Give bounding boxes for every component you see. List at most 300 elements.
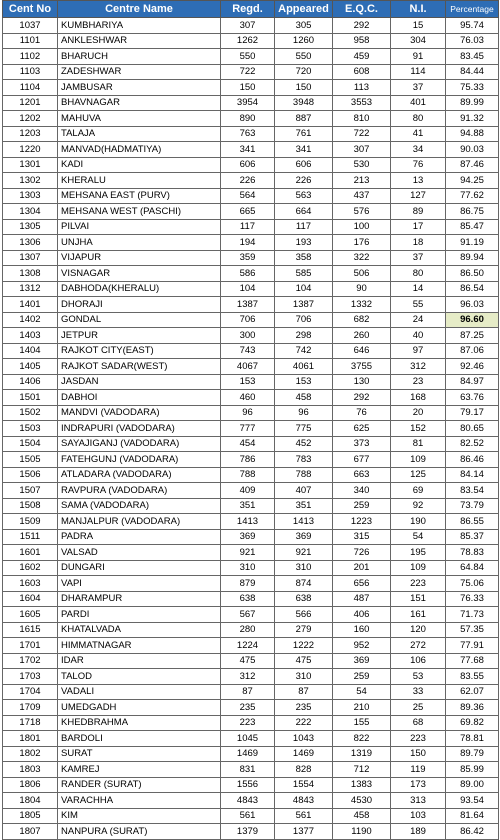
table-row <box>3 374 499 390</box>
cell-centre-name: ATLADARA (VADODARA) <box>58 467 221 483</box>
cell-regd: 4843 <box>221 793 275 809</box>
cell-percentage: 84.14 <box>446 467 499 483</box>
cell-centre-name: BHARUCH <box>58 49 221 65</box>
header-cent-no: Cent No <box>3 1 58 18</box>
cell-percentage: 89.00 <box>446 777 499 793</box>
cell-regd: 409 <box>221 483 275 499</box>
cell-percentage: 87.06 <box>446 343 499 359</box>
cell-percentage: 77.68 <box>446 653 499 669</box>
table-row <box>3 157 499 173</box>
cell-cent-no: 1718 <box>3 715 58 731</box>
cell-ni: 223 <box>391 576 446 592</box>
cell-centre-name: IDAR <box>58 653 221 669</box>
cell-percentage: 69.82 <box>446 715 499 731</box>
cell-appeared: 664 <box>275 204 333 220</box>
cell-centre-name: PARDI <box>58 607 221 623</box>
cell-cent-no: 1505 <box>3 452 58 468</box>
cell-appeared: 104 <box>275 281 333 297</box>
cell-ni: 37 <box>391 250 446 266</box>
cell-centre-name: MEHSANA WEST (PASCHI) <box>58 204 221 220</box>
cell-eqc: 1223 <box>333 514 391 530</box>
cell-regd: 1413 <box>221 514 275 530</box>
cell-eqc: 113 <box>333 80 391 96</box>
table-row <box>3 312 499 328</box>
cell-percentage: 85.37 <box>446 529 499 545</box>
cell-eqc: 646 <box>333 343 391 359</box>
cell-eqc: 315 <box>333 529 391 545</box>
cell-eqc: 54 <box>333 684 391 700</box>
cell-eqc: 576 <box>333 204 391 220</box>
cell-centre-name: TALAJA <box>58 126 221 142</box>
cell-percentage: 89.36 <box>446 700 499 716</box>
cell-regd: 223 <box>221 715 275 731</box>
cell-ni: 76 <box>391 157 446 173</box>
cell-percentage: 94.25 <box>446 173 499 189</box>
cell-cent-no: 1709 <box>3 700 58 716</box>
cell-ni: 25 <box>391 700 446 716</box>
cell-eqc: 210 <box>333 700 391 716</box>
cell-percentage: 86.42 <box>446 824 499 840</box>
table-row <box>3 49 499 65</box>
cell-percentage: 89.99 <box>446 95 499 111</box>
table-row <box>3 18 499 34</box>
cell-regd: 341 <box>221 142 275 158</box>
cell-ni: 401 <box>391 95 446 111</box>
cell-eqc: 130 <box>333 374 391 390</box>
cell-eqc: 369 <box>333 653 391 669</box>
cell-percentage: 89.94 <box>446 250 499 266</box>
cell-percentage: 90.03 <box>446 142 499 158</box>
table-row <box>3 250 499 266</box>
cell-appeared: 153 <box>275 374 333 390</box>
table-row <box>3 64 499 80</box>
cell-eqc: 487 <box>333 591 391 607</box>
cell-eqc: 459 <box>333 49 391 65</box>
cell-ni: 89 <box>391 204 446 220</box>
table-row <box>3 142 499 158</box>
cell-cent-no: 1503 <box>3 421 58 437</box>
cell-ni: 97 <box>391 343 446 359</box>
cell-appeared: 606 <box>275 157 333 173</box>
cell-regd: 788 <box>221 467 275 483</box>
cell-eqc: 160 <box>333 622 391 638</box>
table-row <box>3 95 499 111</box>
cell-centre-name: VADALI <box>58 684 221 700</box>
cell-appeared: 310 <box>275 560 333 576</box>
cell-eqc: 1383 <box>333 777 391 793</box>
table-row <box>3 219 499 235</box>
cell-ni: 127 <box>391 188 446 204</box>
cell-centre-name: ANKLESHWAR <box>58 33 221 49</box>
cell-regd: 359 <box>221 250 275 266</box>
cell-regd: 743 <box>221 343 275 359</box>
cell-eqc: 100 <box>333 219 391 235</box>
cell-percentage: 91.32 <box>446 111 499 127</box>
cell-appeared: 87 <box>275 684 333 700</box>
table-row <box>3 514 499 530</box>
cell-appeared: 96 <box>275 405 333 421</box>
cell-appeared: 305 <box>275 18 333 34</box>
cell-ni: 103 <box>391 808 446 824</box>
cell-cent-no: 1306 <box>3 235 58 251</box>
cell-cent-no: 1301 <box>3 157 58 173</box>
cell-regd: 1387 <box>221 297 275 313</box>
cell-ni: 80 <box>391 111 446 127</box>
cell-appeared: 921 <box>275 545 333 561</box>
cell-centre-name: JASDAN <box>58 374 221 390</box>
cell-regd: 879 <box>221 576 275 592</box>
cell-centre-name: SURAT <box>58 746 221 762</box>
table-row <box>3 762 499 778</box>
table-row <box>3 483 499 499</box>
cell-cent-no: 1302 <box>3 173 58 189</box>
cell-percentage: 77.91 <box>446 638 499 654</box>
cell-percentage: 86.55 <box>446 514 499 530</box>
cell-eqc: 458 <box>333 808 391 824</box>
cell-eqc: 1319 <box>333 746 391 762</box>
table-row <box>3 808 499 824</box>
cell-ni: 81 <box>391 436 446 452</box>
cell-ni: 195 <box>391 545 446 561</box>
cell-ni: 41 <box>391 126 446 142</box>
cell-appeared: 369 <box>275 529 333 545</box>
cell-ni: 18 <box>391 235 446 251</box>
cell-percentage: 75.33 <box>446 80 499 96</box>
cell-percentage: 80.65 <box>446 421 499 437</box>
table-row <box>3 343 499 359</box>
cell-eqc: 292 <box>333 18 391 34</box>
cell-centre-name: JETPUR <box>58 328 221 344</box>
table-header <box>3 1 499 18</box>
cell-appeared: 1387 <box>275 297 333 313</box>
cell-ni: 114 <box>391 64 446 80</box>
cell-centre-name: ZADESHWAR <box>58 64 221 80</box>
cell-cent-no: 1801 <box>3 731 58 747</box>
cell-cent-no: 1803 <box>3 762 58 778</box>
cell-regd: 921 <box>221 545 275 561</box>
table-row <box>3 297 499 313</box>
cell-eqc: 259 <box>333 669 391 685</box>
cell-cent-no: 1509 <box>3 514 58 530</box>
cell-regd: 235 <box>221 700 275 716</box>
cell-regd: 369 <box>221 529 275 545</box>
cell-percentage: 78.83 <box>446 545 499 561</box>
cell-percentage: 94.88 <box>446 126 499 142</box>
cell-eqc: 201 <box>333 560 391 576</box>
cell-eqc: 90 <box>333 281 391 297</box>
header-eqc: E.Q.C. <box>333 1 391 18</box>
cell-percentage: 63.76 <box>446 390 499 406</box>
cell-appeared: 775 <box>275 421 333 437</box>
cell-percentage: 77.62 <box>446 188 499 204</box>
cell-centre-name: PILVAI <box>58 219 221 235</box>
cell-regd: 300 <box>221 328 275 344</box>
cell-appeared: 783 <box>275 452 333 468</box>
cell-centre-name: MANDVI (VADODARA) <box>58 405 221 421</box>
cell-ni: 17 <box>391 219 446 235</box>
cell-regd: 831 <box>221 762 275 778</box>
cell-centre-name: KAMREJ <box>58 762 221 778</box>
cell-ni: 109 <box>391 452 446 468</box>
cell-regd: 153 <box>221 374 275 390</box>
cell-ni: 223 <box>391 731 446 747</box>
cell-regd: 87 <box>221 684 275 700</box>
cell-cent-no: 1701 <box>3 638 58 654</box>
table-row <box>3 173 499 189</box>
table-row <box>3 746 499 762</box>
cell-appeared: 1554 <box>275 777 333 793</box>
cell-regd: 561 <box>221 808 275 824</box>
table-body <box>3 18 499 840</box>
cell-percentage: 73.79 <box>446 498 499 514</box>
cell-appeared: 828 <box>275 762 333 778</box>
cell-centre-name: PADRA <box>58 529 221 545</box>
cell-ni: 106 <box>391 653 446 669</box>
cell-cent-no: 1604 <box>3 591 58 607</box>
cell-regd: 280 <box>221 622 275 638</box>
cell-appeared: 452 <box>275 436 333 452</box>
cell-ni: 92 <box>391 498 446 514</box>
cell-centre-name: KADI <box>58 157 221 173</box>
cell-appeared: 351 <box>275 498 333 514</box>
cell-cent-no: 1201 <box>3 95 58 111</box>
cell-regd: 1556 <box>221 777 275 793</box>
cell-ni: 40 <box>391 328 446 344</box>
cell-cent-no: 1601 <box>3 545 58 561</box>
cell-ni: 151 <box>391 591 446 607</box>
header-row <box>3 1 499 18</box>
cell-cent-no: 1502 <box>3 405 58 421</box>
cell-eqc: 656 <box>333 576 391 592</box>
cell-centre-name: UMEDGADH <box>58 700 221 716</box>
cell-eqc: 155 <box>333 715 391 731</box>
cell-ni: 14 <box>391 281 446 297</box>
table-row <box>3 204 499 220</box>
cell-cent-no: 1104 <box>3 80 58 96</box>
header-centre-name: Centre Name <box>58 1 221 18</box>
cell-percentage: 62.07 <box>446 684 499 700</box>
cell-cent-no: 1703 <box>3 669 58 685</box>
cell-eqc: 213 <box>333 173 391 189</box>
cell-cent-no: 1704 <box>3 684 58 700</box>
cell-ni: 304 <box>391 33 446 49</box>
table-row <box>3 576 499 592</box>
cell-percentage: 85.47 <box>446 219 499 235</box>
cell-cent-no: 1102 <box>3 49 58 65</box>
cell-regd: 150 <box>221 80 275 96</box>
cell-cent-no: 1303 <box>3 188 58 204</box>
cell-regd: 706 <box>221 312 275 328</box>
cell-cent-no: 1312 <box>3 281 58 297</box>
cell-ni: 313 <box>391 793 446 809</box>
cell-centre-name: VARACHHA <box>58 793 221 809</box>
cell-regd: 567 <box>221 607 275 623</box>
cell-cent-no: 1202 <box>3 111 58 127</box>
cell-eqc: 292 <box>333 390 391 406</box>
cell-regd: 226 <box>221 173 275 189</box>
cell-cent-no: 1511 <box>3 529 58 545</box>
cell-regd: 606 <box>221 157 275 173</box>
cell-regd: 1045 <box>221 731 275 747</box>
cell-eqc: 307 <box>333 142 391 158</box>
cell-regd: 1262 <box>221 33 275 49</box>
cell-centre-name: VIJAPUR <box>58 250 221 266</box>
cell-ni: 190 <box>391 514 446 530</box>
cell-cent-no: 1805 <box>3 808 58 824</box>
header-appeared: Appeared <box>275 1 333 18</box>
cell-appeared: 341 <box>275 142 333 158</box>
cell-appeared: 585 <box>275 266 333 282</box>
table-row <box>3 591 499 607</box>
table-row <box>3 235 499 251</box>
cell-percentage: 86.75 <box>446 204 499 220</box>
cell-eqc: 3755 <box>333 359 391 375</box>
cell-regd: 194 <box>221 235 275 251</box>
cell-percentage: 75.06 <box>446 576 499 592</box>
cell-percentage: 82.52 <box>446 436 499 452</box>
cell-percentage: 87.46 <box>446 157 499 173</box>
cell-ni: 13 <box>391 173 446 189</box>
cell-eqc: 952 <box>333 638 391 654</box>
cell-ni: 161 <box>391 607 446 623</box>
cell-regd: 454 <box>221 436 275 452</box>
header-ni: N.I. <box>391 1 446 18</box>
cell-appeared: 550 <box>275 49 333 65</box>
cell-eqc: 406 <box>333 607 391 623</box>
cell-centre-name: DABHODA(KHERALU) <box>58 281 221 297</box>
cell-regd: 638 <box>221 591 275 607</box>
cell-percentage: 87.25 <box>446 328 499 344</box>
header-regd: Regd. <box>221 1 275 18</box>
cell-cent-no: 1605 <box>3 607 58 623</box>
cell-regd: 4067 <box>221 359 275 375</box>
cell-appeared: 4843 <box>275 793 333 809</box>
table-row <box>3 653 499 669</box>
cell-centre-name: RAJKOT SADAR(WEST) <box>58 359 221 375</box>
header-percentage: Percentage <box>446 1 499 18</box>
cell-cent-no: 1406 <box>3 374 58 390</box>
cell-ni: 33 <box>391 684 446 700</box>
cell-ni: 20 <box>391 405 446 421</box>
cell-eqc: 259 <box>333 498 391 514</box>
cell-eqc: 682 <box>333 312 391 328</box>
cell-eqc: 722 <box>333 126 391 142</box>
table-row <box>3 436 499 452</box>
table-row <box>3 281 499 297</box>
cell-ni: 55 <box>391 297 446 313</box>
cell-centre-name: DHORAJI <box>58 297 221 313</box>
cell-centre-name: MANJALPUR (VADODARA) <box>58 514 221 530</box>
cell-percentage: 81.64 <box>446 808 499 824</box>
table-row <box>3 669 499 685</box>
cell-eqc: 340 <box>333 483 391 499</box>
cell-appeared: 761 <box>275 126 333 142</box>
cell-ni: 272 <box>391 638 446 654</box>
cell-percentage: 78.81 <box>446 731 499 747</box>
cell-centre-name: DABHOI <box>58 390 221 406</box>
cell-ni: 109 <box>391 560 446 576</box>
cell-cent-no: 1403 <box>3 328 58 344</box>
cell-regd: 1224 <box>221 638 275 654</box>
cell-percentage: 57.35 <box>446 622 499 638</box>
cell-cent-no: 1405 <box>3 359 58 375</box>
cell-eqc: 530 <box>333 157 391 173</box>
cell-percentage: 89.79 <box>446 746 499 762</box>
cell-eqc: 437 <box>333 188 391 204</box>
cell-regd: 777 <box>221 421 275 437</box>
results-table <box>2 0 499 840</box>
cell-centre-name: HIMMATNAGAR <box>58 638 221 654</box>
table-row <box>3 188 499 204</box>
cell-regd: 475 <box>221 653 275 669</box>
cell-percentage: 95.74 <box>446 18 499 34</box>
cell-ni: 54 <box>391 529 446 545</box>
cell-appeared: 788 <box>275 467 333 483</box>
cell-regd: 460 <box>221 390 275 406</box>
cell-centre-name: TALOD <box>58 669 221 685</box>
table-row <box>3 777 499 793</box>
cell-percentage: 76.03 <box>446 33 499 49</box>
cell-appeared: 874 <box>275 576 333 592</box>
cell-percentage: 93.54 <box>446 793 499 809</box>
cell-appeared: 1377 <box>275 824 333 840</box>
cell-centre-name: VISNAGAR <box>58 266 221 282</box>
cell-ni: 312 <box>391 359 446 375</box>
cell-percentage: 85.99 <box>446 762 499 778</box>
cell-regd: 786 <box>221 452 275 468</box>
table-row <box>3 529 499 545</box>
cell-percentage: 86.46 <box>446 452 499 468</box>
cell-ni: 15 <box>391 18 446 34</box>
cell-cent-no: 1203 <box>3 126 58 142</box>
cell-ni: 173 <box>391 777 446 793</box>
table-row <box>3 328 499 344</box>
cell-ni: 125 <box>391 467 446 483</box>
cell-cent-no: 1307 <box>3 250 58 266</box>
cell-centre-name: VALSAD <box>58 545 221 561</box>
cell-appeared: 1469 <box>275 746 333 762</box>
cell-appeared: 358 <box>275 250 333 266</box>
cell-eqc: 373 <box>333 436 391 452</box>
table-row <box>3 498 499 514</box>
cell-centre-name: NANPURA (SURAT) <box>58 824 221 840</box>
cell-centre-name: DHARAMPUR <box>58 591 221 607</box>
cell-ni: 150 <box>391 746 446 762</box>
cell-percentage: 86.54 <box>446 281 499 297</box>
cell-ni: 69 <box>391 483 446 499</box>
cell-centre-name: UNJHA <box>58 235 221 251</box>
cell-ni: 119 <box>391 762 446 778</box>
cell-cent-no: 1402 <box>3 312 58 328</box>
cell-ni: 91 <box>391 49 446 65</box>
table-row <box>3 80 499 96</box>
cell-centre-name: BHAVNAGAR <box>58 95 221 111</box>
cell-regd: 104 <box>221 281 275 297</box>
table-row <box>3 467 499 483</box>
cell-cent-no: 1802 <box>3 746 58 762</box>
cell-cent-no: 1501 <box>3 390 58 406</box>
cell-percentage: 86.50 <box>446 266 499 282</box>
cell-cent-no: 1401 <box>3 297 58 313</box>
table-row <box>3 622 499 638</box>
table-row <box>3 793 499 809</box>
cell-centre-name: KHERALU <box>58 173 221 189</box>
cell-appeared: 226 <box>275 173 333 189</box>
table-row <box>3 359 499 375</box>
cell-appeared: 235 <box>275 700 333 716</box>
cell-percentage: 76.33 <box>446 591 499 607</box>
cell-eqc: 677 <box>333 452 391 468</box>
